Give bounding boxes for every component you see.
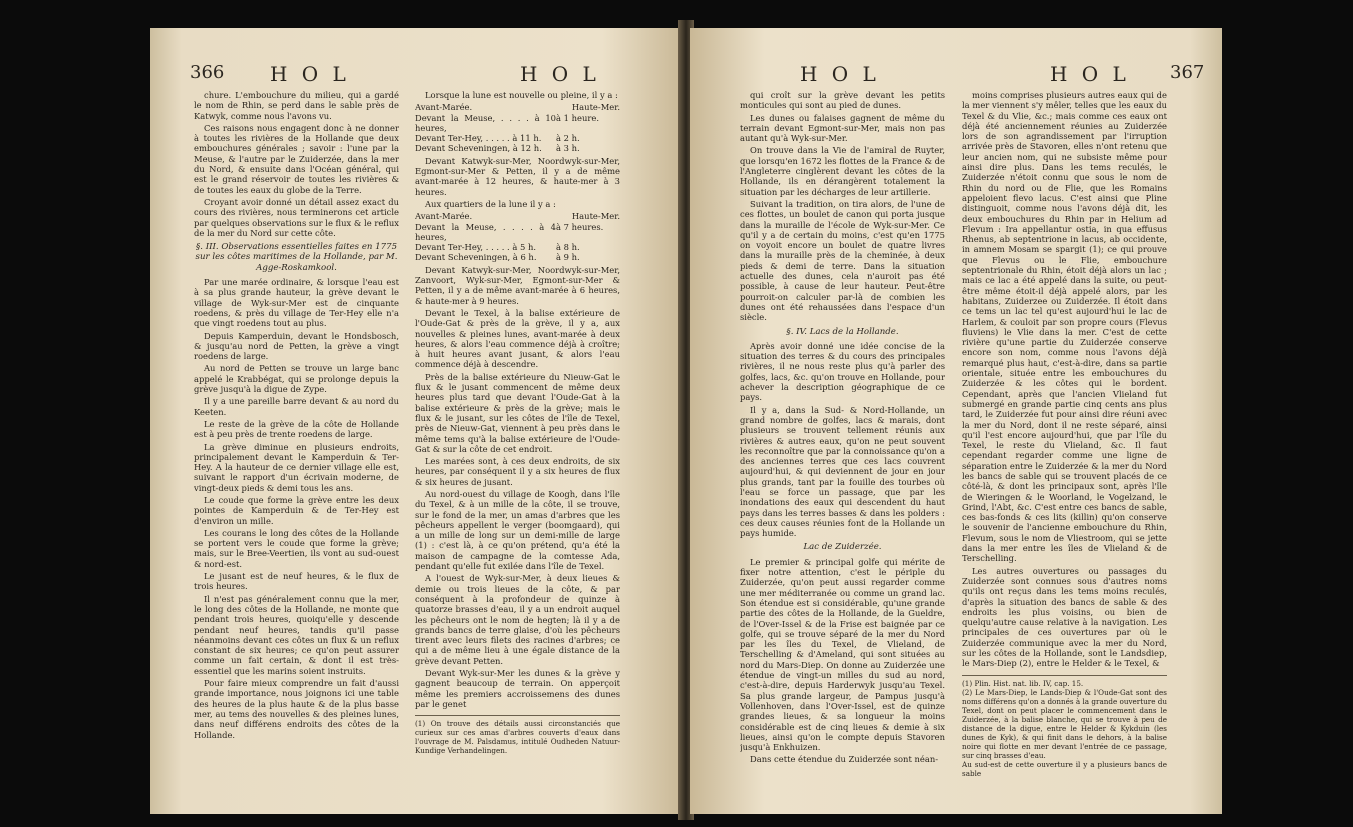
table-header: Avant-Marée. — [415, 211, 473, 222]
paragraph: Croyant avoir donné un détail assez exact du cours des rivières, nous terminerons cet article par quelques observations sur le flux & le reflux de la mer du Nord sur cette côte. — [194, 196, 399, 238]
table-row: Devant la Meuse, . . . . à 10 heures, à 1 heure. — [415, 112, 600, 133]
paragraph: Il y a une pareille barre devant & au nord du Keeten. — [194, 396, 399, 417]
paragraph: Aux quartiers de la lune il y a : — [425, 198, 556, 209]
paragraph: Ces raisons nous engagent donc à ne donner à toutes les rivières de la Hollande que deux embouchures générales ; savoir : l'une par la Meuse, & l'autre par le Zuiderzée, dans la mer du Nord, & ensuite dans l'Océan général, qui est le grand réservoir de toutes les rivières & de toutes les eaux du globe de la Terre. — [194, 122, 399, 195]
paragraph: Devant Katwyk-sur-Mer, Noordwyk-sur-Mer, Egmont-sur-Mer & Petten, il y a de même avant-marée à 12 heures, & haute-mer à 3 heures. — [415, 155, 620, 197]
text-column-2 — [962, 90, 1167, 802]
paragraph: Devant Wyk-sur-Mer les dunes & la grève y gagnent beaucoup de terrain. On apperçoit même les premiers accroissemens des dunes par le genet — [415, 668, 620, 709]
footnote-item: Au sud-est de cette ouverture il y a plusieurs bancs de sable — [962, 759, 1167, 778]
paragraph: On trouve dans la Vie de l'amiral de Ruyter, que lorsqu'en 1672 les flottes de la France & de l'Angleterre cinglèrent devant les côtes de la Hollande, ils en dérangèrent totalement la situation par les décharges de leur artillerie. — [740, 145, 945, 197]
paragraph: Le coude que forme la grève entre les deux pointes de Kamperduin & de Ter-Hey est d'environ un mille. — [194, 494, 399, 526]
paragraph: Le jusant est de neuf heures, & le flux de trois heures. — [194, 571, 399, 592]
page-number: 367 — [1170, 62, 1205, 83]
paragraph: chure. L'embouchure du milieu, qui a gardé le nom de Rhin, se perd dans le sable près de Katwyk, comme nous l'avons vu. — [194, 90, 399, 121]
text-column-1 — [194, 90, 399, 802]
tide-table — [415, 211, 620, 262]
table-row: Devant Scheveningen, à 12 h. à 3 h. — [415, 143, 580, 154]
paragraph: Devant le Texel, à la balise extérieure de l'Oude-Gat & près de la grève, il y a, aux nouvelles & pleines lunes, avant-marée à deux heures, & alors l'eau commence déjà à croître; à huit heures avant jusant, & alors l'eau commence déjà à descendre. — [415, 307, 620, 370]
text-column-1 — [740, 90, 945, 802]
running-head: H O L — [520, 62, 600, 86]
table-row: Devant Ter-Hey, . . . . . à 11 h. à 2 h. — [415, 133, 580, 144]
table-header: Avant-Marée. — [415, 102, 473, 113]
paragraph: Les autres ouvertures ou passages du Zuiderzée sont connues sous d'autres noms qu'ils ont reçus dans les tems moins reculés, d'après la situation des bancs de sable & des endroits les plus voisins, ou bien de quelqu'autre cause relative à la navigation. Les principales de ces ouvertures par où le Zuiderzée communique avec la mer du Nord, sur les côtes de la Hollande, sont le Landsdiep, le Mars-Diep (2), entre le Helder & le Texel, & — [962, 565, 1167, 669]
paragraph: moins comprises plusieurs autres eaux qui de la mer viennent s'y mêler, telles que les eaux du Texel & du Vlie, &c.; mais comme ces eaux ont déjà été anciennement réunies au Zuiderzée lors de son agrandissement par l'irruption arrivée près de Stavoren, elles n'ont retenu que leur ancien nom, qui ne subsiste même pour ainsi dire plus. Dans les tems reculés, le Zuiderzée n'étoit connu que sous le nom de Rhin du nord ou de Flie, que les Romains appeloient flevo lacus. C'est ainsi que Pline distinguoit, comme nous l'avons déjà dit, les deux embouchures du Rhin par in Helium ad Flevum : Ira appellantur ostia, in qua effusus Rhenus, ab septentrione in lacus, ab occidente, in amnem Mosam se spargit (1); ce qui prouve que Flevus ou le Flie, embouchure septentrionale du Rhin, étoit déjà alors un lac ; mais ce lac a été appelé dans la suite, ou peut-être même étoit-il déjà appelé alors, par les habitans, Zuiderzee ou Zuiderzée. Il étoit dans ce tems un lac tel qu'est aujourd'hui le lac de Harlem, & couloit par son propre cours (Flevus fluviens) le Vlie dans la mer. C'est de cette rivière qu'une partie du Zuiderzée conserve encore son nom, comme nous l'avons déjà remarqué plus haut, c'est-à-dire, dans sa partie orientale, située entre les embouchures du Zuiderzée & les côtes qui le bordent. Cependant, après que l'ancien Vlieland fut submergé en grande partie cinq cents ans plus tard, le Zuiderzée fut pour ainsi dire réuni avec la mer du Nord, dont il ne reste séparé, ainsi qu'il l'est encore aujourd'hui, que par l'île du Texel, le reste du Vlieland, &c. Il faut cependant regarder comme une ligne de séparation entre le Zuiderzée & la mer du Nord les bancs de sable qui se trouvent placés de ce côté-là, & dont les principaux sont, après l'île de Wieringen & le Woorland, le Vogelzand, le Grind, l'Abt, &c. C'est entre ces bancs de sable, ces bas-fonds & ces lits (killin) qu'on conserve le souvenir de l'ancienne embouchure du Rhin, Flevum, sous le nom de Vliestroom, qui se jette dans la mer entre les îles de Vlieland & de Terschelling. — [962, 90, 1167, 564]
paragraph: Le premier & principal golfe qui mérite de fixer notre attention, c'est le périple du Zuiderzée, qu'on peut aussi regarder comme une mer méditerranée ou comme un grand lac. Son étendue est si considérable, qu'une grande partie des côtes de la Hollande, de la Gueldre, de l'Over-Issel & de la Frise est baignée par ce golfe, qui se trouve séparé de la mer du Nord par les îles du Texel, de Vlieland, de Terschelling & d'Ameland, qui sont situées au nord du Mars-Diep. On donne au Zuiderzée une étendue de vingt-un milles du sud au nord, c'est-à-dire, depuis Harderwyk jusqu'au Texel. Sa plus grande largeur, de Pampus jusqu'à Vollenhoven, dans l'Over-Issel, est de quinze grandes lieues, & sa longueur la moins considérable est de cinq lieues & demie à six lieues, ainsi qu'on le compte depuis Stavoren jusqu'à Enkhuizen. — [740, 556, 945, 753]
open-book — [150, 20, 1230, 820]
running-head: H O L — [800, 62, 880, 86]
section-heading: §. III. Observations essentielles faites en 1775 sur les côtes maritimes de la Hollande, par M. Agge-Roskamkool. — [195, 242, 398, 273]
section-heading: §. IV. Lacs de la Hollande. — [786, 326, 899, 337]
running-head: H O L — [1050, 62, 1130, 86]
paragraph: Par une marée ordinaire, & lorsque l'eau est à sa plus grande hauteur, la grève devant le village de Wyk-sur-Mer est de cinquante roedens, & près du village de Ter-Hey elle n'a que vingt roedens tout au plus. — [194, 277, 399, 329]
paragraph: La grève diminue en plusieurs endroits, principalement devant le Kamperduin & Ter-Hey. A la hauteur de ce dernier village elle est, suivant le rapport d'un écrivain moderne, de vingt-deux pieds & demi tous les ans. — [194, 441, 399, 493]
subsection-heading: Lac de Zuiderzée. — [803, 542, 882, 553]
table-header: Haute-Mer. — [571, 102, 620, 113]
footnote: (1) On trouve des détails aussi circonstanciés que curieux sur ces amas d'arbres couverts d'eaux dans l'ouvrage de M. Palsdamus, intitulé Oudheden Natuur-Kundige Verhandelingen. — [415, 715, 620, 755]
right-page — [690, 28, 1222, 814]
footnote-item: (2) Le Mars-Diep, le Lands-Diep & l'Oude-Gat sont des noms différens qu'on a donnés à la grande ouverture du Texel, dont on peut placer le commencement dans le Zuiderzée, à la balise blanche, qui se trouve à peu de distance de la digue, entre le Helder & Kykduin (les dunes de Kyk), & qui finit dans le dehors, à la balise noire qui flotte en mer devant l'entrée de ce passage, sur cinq brasses d'eau. — [962, 687, 1167, 760]
paragraph: Les marées sont, à ces deux endroits, de six heures, par conséquent il y a six heures de flux & six heures de jusant. — [415, 456, 620, 487]
paragraph: Après avoir donné une idée concise de la situation des terres & du cours des principales rivières, il ne nous reste plus qu'à parler des golfes, lacs, &c. qu'on trouve en Hollande, pour achever la description géographique de ce pays. — [740, 340, 945, 403]
table-row: Devant la Meuse, . . . . à 4 heures, à 7 heures. — [415, 221, 604, 242]
paragraph: qui croît sur la grève devant les petits monticules qui sont au pied de dunes. — [740, 90, 945, 111]
paragraph: Depuis Kamperduin, devant le Hondsbosch, & jusqu'au nord de Petten, la grève a vingt roedens de large. — [194, 330, 399, 362]
paragraph: Au nord de Petten se trouve un large banc appelé le Krabbégat, qui se prolonge depuis la grève jusqu'à la digue de Zype. — [194, 363, 399, 395]
paragraph: Le reste de la grève de la côte de Hollande est à peu près de trente roedens de large. — [194, 418, 399, 440]
table-row: Devant Ter-Hey, . . . . . à 5 h. à 8 h. — [415, 242, 580, 253]
page-number: 366 — [190, 62, 225, 83]
paragraph: Au nord-ouest du village de Koogh, dans l'île du Texel, & à un mille de la côte, il se trouve, sur le fond de la mer, un amas d'arbres que les pêcheurs appellent le verger (boomgaard), qui a un mille de long sur un demi-mille de large (1) : c'est là, à ce qu'on prétend, qu'a été la maison de campagne de la comtesse Ada, pendant qu'elle fut exilée dans l'île de Texel. — [415, 488, 620, 572]
paragraph: Dans cette étendue du Zuiderzée sont néan- — [750, 754, 939, 765]
footnote-item: (1) Plin. Hist. nat. lib. IV, cap. 15. — [962, 678, 1084, 688]
paragraph: Les dunes ou falaises gagnent de même du terrain devant Egmont-sur-Mer, mais non pas autant qu'à Wyk-sur-Mer. — [740, 112, 945, 144]
paragraph: Suivant la tradition, on tira alors, de l'une de ces flottes, un boulet de canon qui porta jusque dans la muraille de l'école de Wyk-sur-Mer. Ce qu'il y a de certain du moins, c'est qu'en 1775 on voyoit encore un boulet de quatre livres dans la muraille près de la cheminée, à deux pieds & demi de terre. Dans la situation actuelle des dunes, cela n'auroit pas été possible, à cause de leur hauteur. Peut-être pourroit-on calculer par-là de combien les dunes ont été rehaussées dans l'espace d'un siècle. — [740, 198, 945, 323]
paragraph: Près de la balise extérieure du Nieuw-Gat le flux & le jusant commencent de même deux heures plus tard que devant l'Oude-Gat à la balise extérieure & près de la grève; mais le flux & le jusant, sur les côtes de l'île de Texel, près de Nieuw-Gat, viennent à peu près dans le même tems qu'à la balise extérieure de l'Oude-Gat & sur la côte de cet endroit. — [415, 371, 620, 454]
left-page — [150, 28, 682, 814]
tide-table — [415, 102, 620, 153]
paragraph: Devant Katwyk-sur-Mer, Noordwyk-sur-Mer, Zanvoort, Wyk-sur-Mer, Egmont-sur-Mer & Petten, il y a de même avant-marée à 6 heures, & haute-mer à 9 heures. — [415, 264, 620, 306]
text-column-2 — [415, 90, 620, 802]
running-head: H O L — [270, 62, 350, 86]
paragraph: Pour faire mieux comprendre un fait d'aussi grande importance, nous joignons ici une table des heures de la plus haute & de la plus basse mer, au tems des nouvelles & des pleines lunes, dans neuf différens endroits des côtes de la Hollande. — [194, 678, 399, 740]
table-row: Devant Scheveningen, à 6 h. à 9 h. — [415, 252, 580, 263]
paragraph: Lorsque la lune est nouvelle ou pleine, il y a : — [425, 90, 618, 100]
table-header: Haute-Mer. — [571, 211, 620, 222]
paragraph: A l'ouest de Wyk-sur-Mer, à deux lieues & demie ou trois lieues de la côte, & par conséquent à la profondeur de quinze à quatorze brasses d'eau, il y a un endroit auquel les pêcheurs ont le nom de hegten; là il y a de grands bancs de terre glaise, d'où les pêcheurs tirent avec leurs filets des racines d'arbres; ce qui a de même lieu à une égale distance de la grève devant Petten. — [415, 573, 620, 666]
paragraph: Les courans le long des côtes de la Hollande se portent vers le coude que forme la grève; mais, sur le Bree-Veertien, ils vont au sud-ouest & nord-est. — [194, 527, 399, 569]
paragraph: Il y a, dans la Sud- & Nord-Hollande, un grand nombre de golfes, lacs & marais, dont plusieurs se trouvent tellement réunis aux rivières & autres eaux, qu'on ne peut souvent les reconnoître que par la connoissance qu'on a des anciennes terres que ces lacs couvrent aujourd'hui, & qui deviennent de jour en jour plus grands, tant par la fouille des tourbes où l'eau se force un passage, que par les inondations des eaux qui descendent du haut pays dans les terres basses & dans les polders : ces deux causes réunies font de la Hollande un pays humide. — [740, 404, 945, 539]
footnote — [962, 675, 1167, 778]
paragraph: Il n'est pas généralement connu que la mer, le long des côtes de la Hollande, ne monte que pendant trois heures, quoiqu'elle y descende pendant neuf heures, tandis qu'il passe néanmoins devant ces côtes un flux & un reflux constant de six heures; ce qu'on peut assurer comme un fait certain, & dont il est très-essentiel que les marins soient instruits. — [194, 593, 399, 676]
